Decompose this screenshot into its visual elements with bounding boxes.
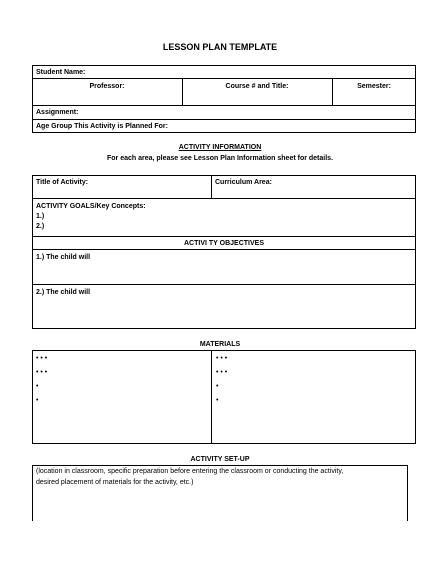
objective-2: 2.) The child will bbox=[36, 289, 91, 296]
materials-left-bullet-1: • • • bbox=[36, 355, 48, 362]
activity-information-heading: ACTIVITY INFORMATION bbox=[178, 144, 262, 151]
materials-left-bullet-2: • • • bbox=[36, 369, 48, 376]
goal-2: 2.) bbox=[36, 223, 45, 230]
activity-setup-heading: ACTIVITY SET-UP bbox=[190, 456, 250, 463]
materials-heading: MATERIALS bbox=[199, 341, 241, 348]
materials-right-bullet-4: • bbox=[216, 397, 219, 404]
setup-instruction-line-2: desired placement of materials for the activity, etc.) bbox=[36, 479, 194, 486]
title-of-activity-label: Title of Activity: bbox=[36, 179, 89, 186]
objective-1: 1.) The child will bbox=[36, 254, 91, 261]
curriculum-area-label: Curriculum Area: bbox=[215, 179, 272, 186]
materials-right-bullet-3: • bbox=[216, 383, 219, 390]
student-name-label: Student Name: bbox=[36, 69, 86, 76]
course-title-label: Course # and Title: bbox=[225, 83, 289, 90]
materials-left-bullet-4: • bbox=[36, 397, 39, 404]
goal-1: 1.) bbox=[36, 213, 45, 220]
activity-goals-label: ACTIVITY GOALS/Key Concepts: bbox=[36, 203, 146, 210]
activity-objectives-heading: ACTIVI TY OBJECTIVES bbox=[184, 240, 264, 247]
page-title: LESSON PLAN TEMPLATE bbox=[162, 42, 278, 52]
setup-instruction-line-1: (location in classroom, specific preparation before entering the classroom or conducting the activity, bbox=[36, 468, 344, 475]
assignment-label: Assignment: bbox=[36, 109, 79, 116]
professor-label: Professor: bbox=[89, 83, 125, 90]
age-group-label: Age Group This Activity is Planned For: bbox=[36, 123, 168, 130]
semester-label: Semester: bbox=[357, 83, 391, 90]
activity-instruction-text: For each area, please see Lesson Plan Information sheet for details. bbox=[106, 155, 334, 162]
materials-right-bullet-1: • • • bbox=[216, 355, 228, 362]
materials-left-bullet-3: • bbox=[36, 383, 39, 390]
materials-right-bullet-2: • • • bbox=[216, 369, 228, 376]
